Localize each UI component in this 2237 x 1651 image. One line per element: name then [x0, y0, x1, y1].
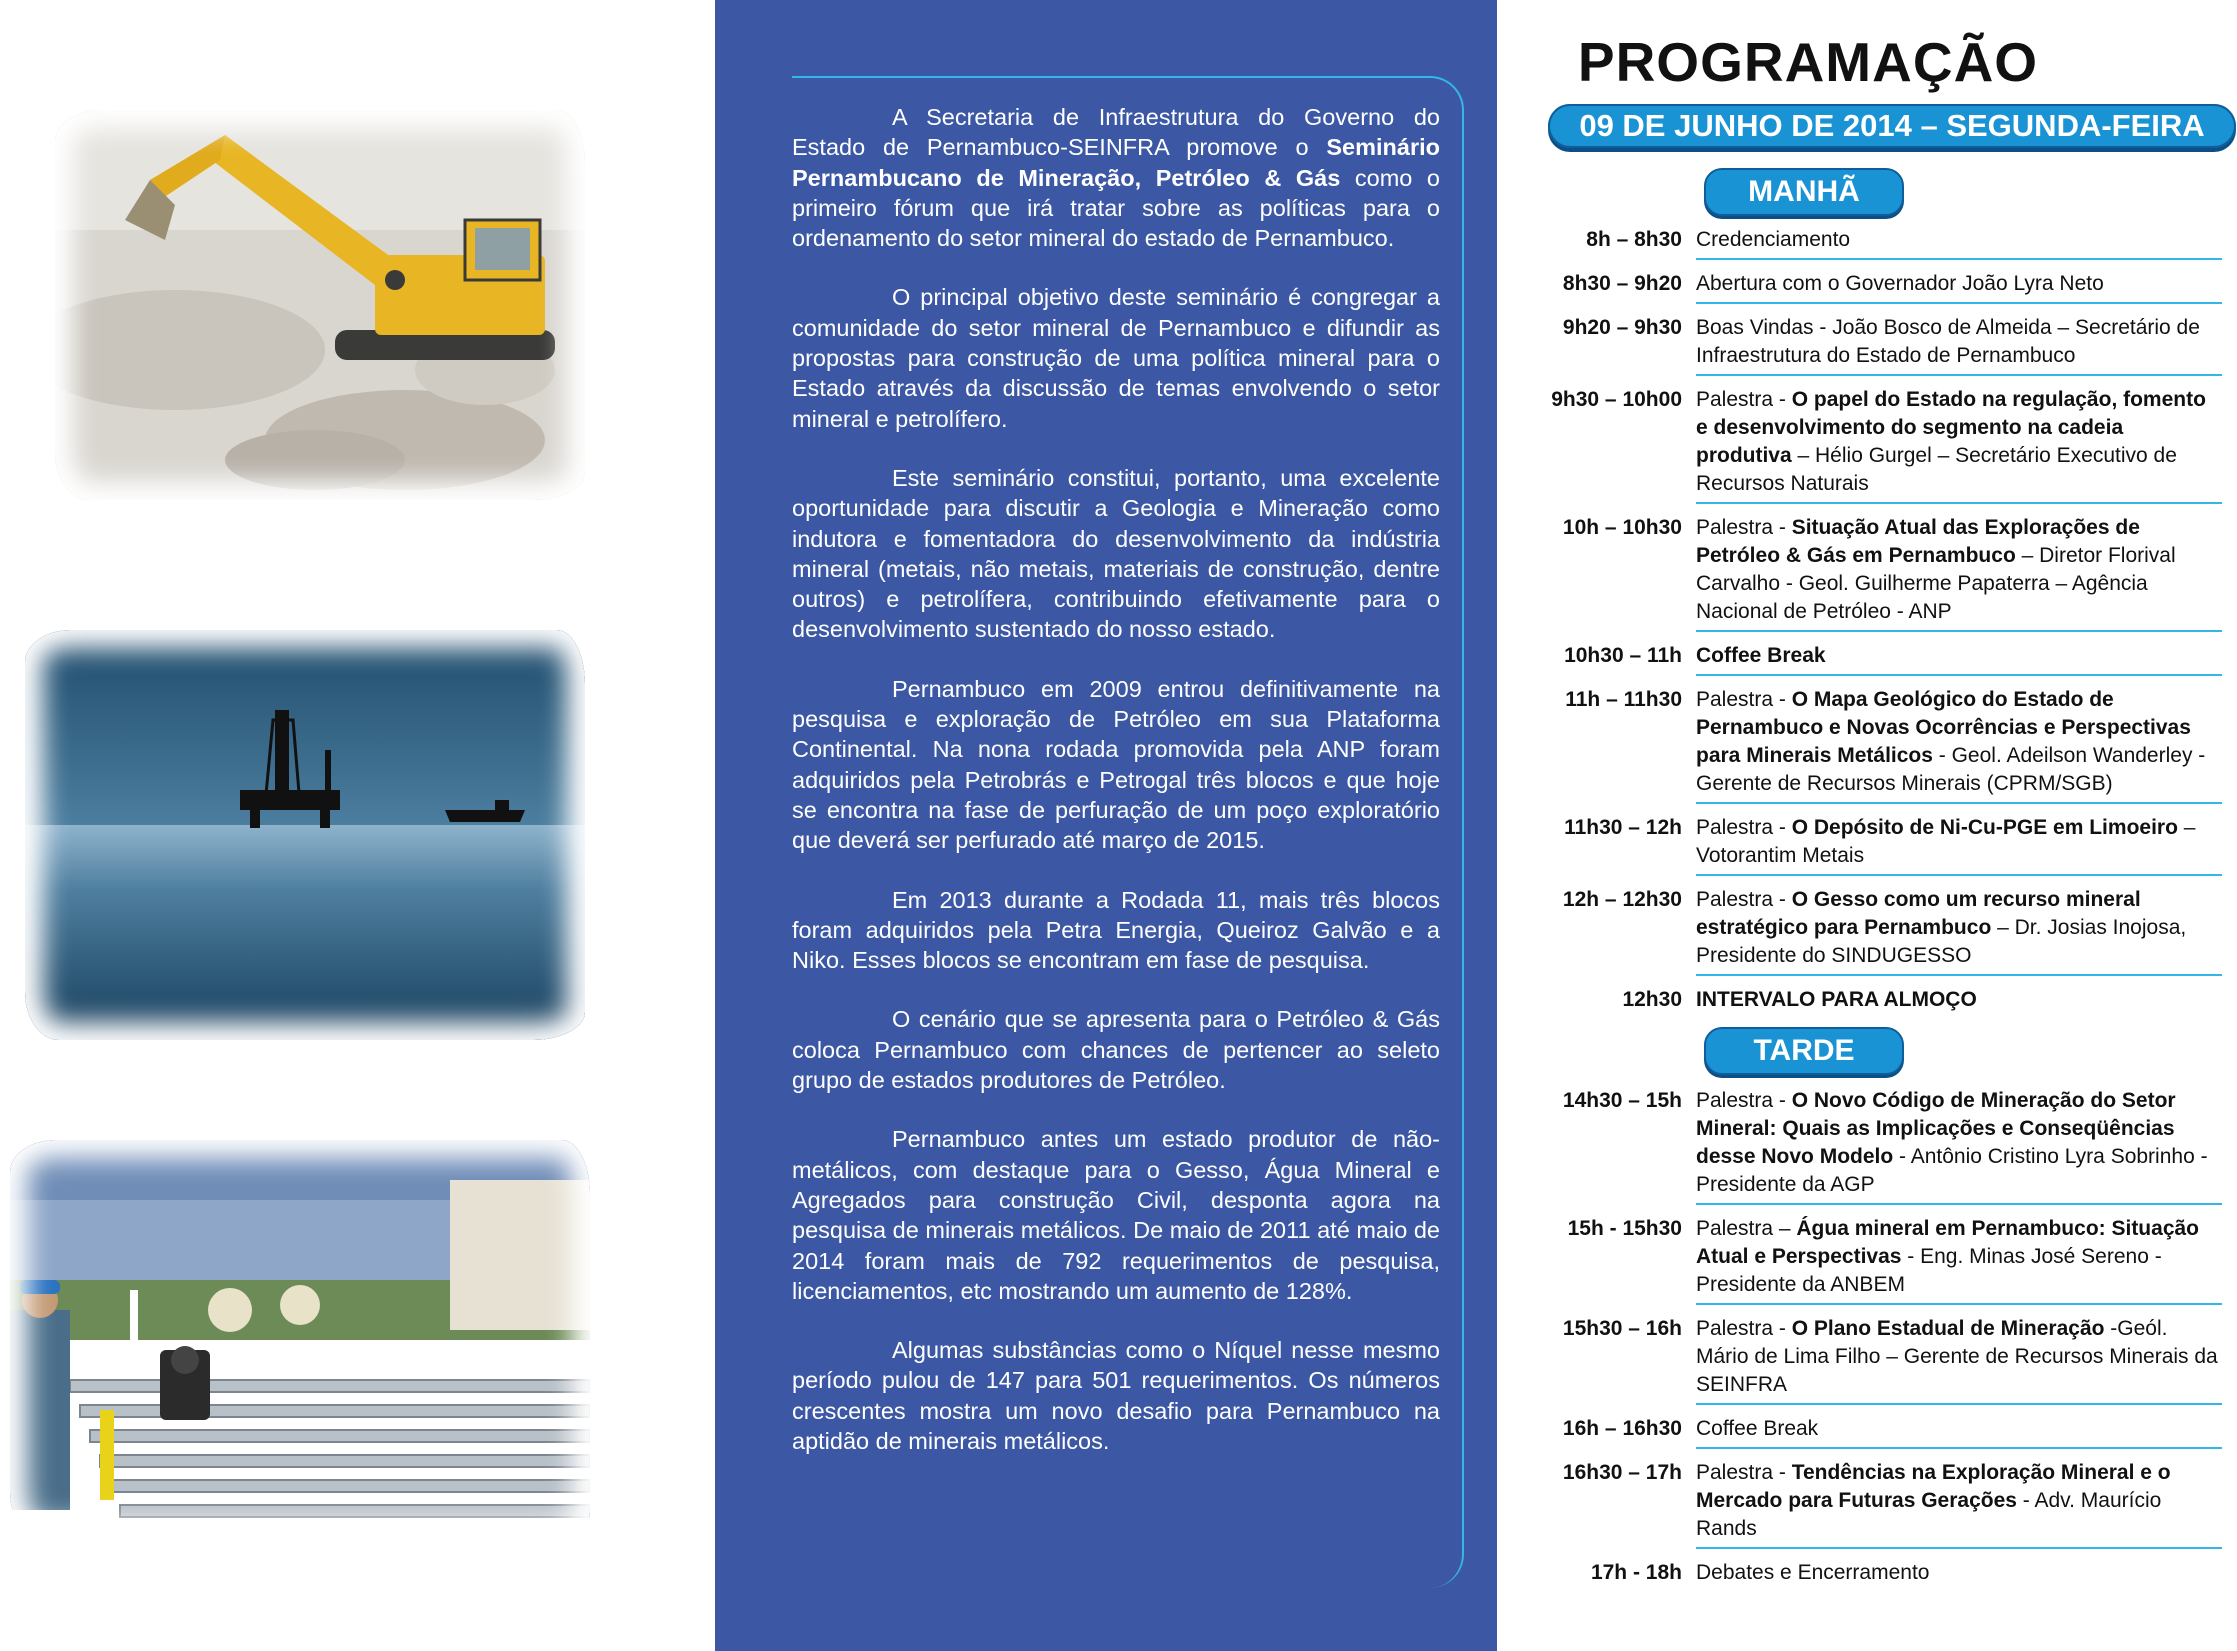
intro-paragraph-1-text: A Secretaria de Infraestrutura do Governo do Estado de Pernambuco-SEINFRA promove o	[792, 104, 1440, 161]
intro-paragraph-5: Em 2013 durante a Rodada 11, mais três blocos foram adquiridos pela Petra Energia, Queiroz Galvão e a Niko. Esses blocos se encontram em fase de pesquisa.	[792, 886, 1440, 974]
refinery-illustration	[10, 1140, 590, 1540]
schedule-row	[1540, 1213, 2236, 1305]
schedule-prefix: Palestra -	[1696, 816, 1792, 839]
schedule-description: Coffee Break	[1696, 1413, 2222, 1449]
schedule-time: 8h30 – 9h20	[1562, 272, 1682, 295]
morning-label: MANHÃ	[1704, 168, 1904, 216]
schedule-description: Coffee Break	[1696, 640, 2222, 676]
schedule-time: 16h30 – 17h	[1562, 1461, 1682, 1484]
intro-paragraph-8: Algumas substâncias como o Níquel nesse mesmo período pulou de 147 para 501 requerimentos. Os números crescentes mostra um novo desafio para Pernambuco na aptidão de minerais metálicos.	[792, 1337, 1440, 1454]
schedule-prefix: Palestra -	[1696, 1089, 1792, 1112]
refinery-pipelines-photo	[10, 1140, 590, 1540]
offshore-platform-illustration	[25, 630, 585, 1040]
excavator-quarry-photo	[55, 110, 585, 500]
schedule-time: 15h30 – 16h	[1562, 1317, 1682, 1340]
schedule-prefix: Palestra -	[1696, 1461, 1792, 1484]
talk-title: O Mapa Geológico do Estado de Pernambuco e Novas Ocorrências e Perspectivas para Minerais Metálicos	[1696, 688, 2191, 767]
schedule-prefix: Palestra -	[1696, 388, 1792, 411]
morning-schedule	[1540, 224, 2236, 1018]
schedule-description	[1696, 1213, 2222, 1305]
schedule-description	[1696, 812, 2222, 876]
schedule-prefix: Palestra -	[1696, 688, 1792, 711]
schedule-description	[1696, 684, 2222, 804]
talk-title: O Gesso como um recurso mineral estratégico para Pernambuco	[1696, 888, 2141, 939]
intro-paragraph-1-tail: como o primeiro fórum que irá tratar sobre as políticas para o ordenamento do setor mineral do estado de Pernambuco.	[792, 164, 1441, 252]
intro-paragraph-4: Pernambuco em 2009 entrou definitivamente na pesquisa e exploração de Petróleo em sua Plataforma Continental. Na nona rodada promovida pela ANP foram adquiridos pela Petrobrás e Petrogal três blocos e que hoje se encontra na fase de perfuração de um poço exploratório que deverá ser perfurado até março de 2015.	[792, 675, 1440, 854]
schedule-row	[1540, 384, 2236, 504]
schedule-row	[1540, 640, 2236, 676]
excavator-quarry-illustration	[55, 110, 585, 500]
afternoon-label: TARDE	[1704, 1027, 1904, 1075]
schedule-row	[1540, 684, 2236, 804]
schedule-description	[1696, 1085, 2222, 1205]
schedule-description: Boas Vindas - João Bosco de Almeida – Secretário de Infraestrutura do Estado de Pernambuco	[1696, 312, 2222, 376]
date-banner: 09 DE JUNHO DE 2014 – SEGUNDA-FEIRA	[1548, 104, 2236, 148]
schedule-description	[1696, 1457, 2222, 1549]
speaker-info: – Diretor Florival Carvalho - Geol. Guilherme Papaterra – Agência Nacional de Petróleo - ANP	[1696, 544, 2176, 623]
schedule-row	[1540, 268, 2236, 304]
schedule-row	[1540, 1313, 2236, 1405]
schedule-time: 9h20 – 9h30	[1562, 316, 1682, 339]
schedule-time: 11h30 – 12h	[1564, 816, 1682, 839]
schedule-row	[1540, 884, 2236, 976]
schedule-description	[1696, 1313, 2222, 1405]
schedule-row	[1540, 312, 2236, 376]
schedule-row	[1540, 1457, 2236, 1549]
speaker-info: – Dr. Josias Inojosa, Presidente do SINDUGESSO	[1696, 916, 2187, 967]
schedule-row	[1540, 224, 2236, 260]
talk-title: Tendências na Exploração Mineral e o Mercado para Futuras Gerações	[1696, 1461, 2171, 1512]
intro-paragraph-3: Este seminário constitui, portanto, uma excelente oportunidade para discutir a Geologia e Mineração como indutora e fomentadora do desenvolvimento da indústria mineral (metais, não metais, materiais de construção, dentre outros) e petrolífera, contribuindo efetivamente para o desenvolvimento sustentado do nosso estado.	[792, 464, 1440, 643]
intro-paragraph-6: O cenário que se apresenta para o Petróleo & Gás coloca Pernambuco com chances de pertencer ao seleto grupo de estados produtores de Petróleo.	[792, 1006, 1440, 1094]
schedule-time: 16h – 16h30	[1562, 1417, 1682, 1440]
schedule-row	[1540, 1413, 2236, 1449]
afternoon-schedule	[1540, 1085, 2236, 1591]
intro-paragraph-2: O principal objetivo deste seminário é congregar a comunidade do setor mineral de Pernambuco e difundir as propostas para construção de uma política mineral para o Estado através da discussão de temas envolvendo o setor mineral e petrolífero.	[792, 284, 1440, 432]
speaker-info: – Votorantim Metais	[1696, 816, 2196, 867]
schedule-time: 10h – 10h30	[1562, 516, 1682, 539]
schedule-row	[1540, 812, 2236, 876]
speaker-info: -Geól. Mário de Lima Filho – Gerente de Recursos Minerais da SEINFRA	[1696, 1317, 2218, 1396]
schedule-time: 15h - 15h30	[1567, 1217, 1682, 1240]
schedule-description: Credenciamento	[1696, 224, 2222, 260]
speaker-info: - Antônio Cristino Lyra Sobrinho - Presidente da AGP	[1696, 1145, 2208, 1196]
schedule-time: 12h30	[1622, 988, 1682, 1011]
schedule-description: INTERVALO PARA ALMOÇO	[1696, 988, 1977, 1011]
schedule-time: 17h - 18h	[1590, 1561, 1682, 1584]
schedule-time: 12h – 12h30	[1562, 888, 1682, 911]
schedule-description	[1696, 512, 2222, 632]
intro-text	[792, 102, 1440, 1485]
talk-title: Situação Atual das Explorações de Petróleo & Gás em Pernambuco	[1696, 516, 2140, 567]
talk-title: Água mineral em Pernambuco: Situação Atual e Perspectivas	[1696, 1217, 2199, 1268]
talk-title: O papel do Estado na regulação, fomento e desenvolvimento do segmento na cadeia produtiva	[1696, 388, 2206, 467]
schedule-row	[1540, 1085, 2236, 1205]
talk-title: O Depósito de Ni-Cu-PGE em Limoeiro	[1791, 816, 2178, 839]
intro-paragraph-7: Pernambuco antes um estado produtor de não-metálicos, com destaque para o Gesso, Água Mineral e Agregados para construção Civil, desponta agora na pesquisa de minerais metálicos. De maio de 2011 até maio de 2014 foram mais de 792 requerimentos de pesquisa, licenciamentos, etc mostrando um aumento de 128%.	[792, 1126, 1440, 1304]
schedule-time: 10h30 – 11h	[1564, 644, 1682, 667]
schedule-time: 14h30 – 15h	[1562, 1089, 1682, 1112]
schedule-time: 9h30 – 10h00	[1551, 388, 1682, 411]
schedule-row	[1540, 512, 2236, 632]
schedule-time: 8h – 8h30	[1586, 228, 1682, 251]
talk-title: O Plano Estadual de Mineração	[1791, 1317, 2105, 1340]
schedule-prefix: Palestra -	[1696, 1317, 1792, 1340]
schedule-description	[1696, 884, 2222, 976]
speaker-info: - Geol. Adeilson Wanderley - Gerente de Recursos Minerais (CPRM/SGB)	[1696, 744, 2206, 795]
schedule-prefix: Palestra –	[1696, 1217, 1797, 1240]
intro-paragraph-1	[792, 102, 1440, 253]
seminar-name: Seminário Pernambucano de Mineração, Petróleo & Gás	[792, 134, 1440, 191]
schedule-row	[1540, 984, 2236, 1018]
schedule-prefix: Palestra -	[1696, 888, 1792, 911]
speaker-info: - Eng. Minas José Sereno - Presidente da ANBEM	[1696, 1245, 2162, 1296]
offshore-oil-platform-photo	[25, 630, 585, 1040]
schedule-description: Debates e Encerramento	[1696, 1561, 1930, 1584]
schedule-time: 11h – 11h30	[1565, 688, 1682, 711]
talk-title: O Novo Código de Mineração do Setor Mineral: Quais as Implicações e Conseqüências desse Novo Modelo	[1696, 1089, 2176, 1168]
program-title: PROGRAMAÇÃO	[1577, 31, 2039, 93]
schedule-prefix: Palestra -	[1696, 516, 1792, 539]
schedule-description	[1696, 384, 2222, 504]
schedule-row	[1540, 1557, 2236, 1591]
schedule-description: Abertura com o Governador João Lyra Neto	[1696, 268, 2222, 304]
speaker-info: – Hélio Gurgel – Secretário Executivo de Recursos Naturais	[1696, 444, 2177, 495]
speaker-info: - Adv. Maurício Rands	[1696, 1489, 2162, 1540]
